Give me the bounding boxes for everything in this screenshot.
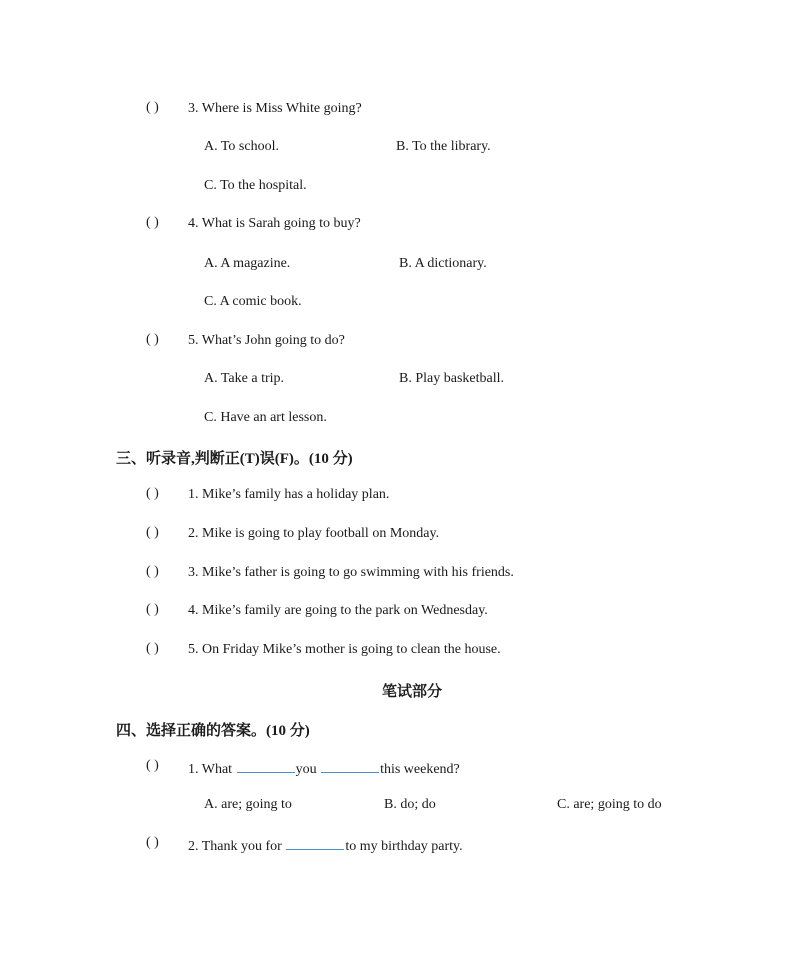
option-b: B. Play basketball. [399, 371, 504, 386]
answer-paren[interactable]: ( ) [146, 835, 159, 850]
question-stem: 4. What is Sarah going to buy? [188, 216, 361, 231]
option-a: A. To school. [204, 139, 279, 154]
fill-blank[interactable] [286, 835, 344, 850]
answer-paren[interactable]: ( ) [146, 641, 159, 656]
option-a: A. Take a trip. [204, 371, 285, 386]
answer-paren[interactable]: ( ) [146, 215, 159, 230]
answer-paren[interactable]: ( ) [146, 486, 159, 501]
option-a: A. A magazine. [204, 256, 291, 271]
answer-paren[interactable]: ( ) [146, 758, 159, 773]
option-c: C. A comic book. [204, 294, 302, 309]
part-title: 笔试部分 [382, 684, 443, 700]
stem-part: this weekend? [380, 762, 460, 777]
statement: 5. On Friday Mike’s mother is going to clean the house. [188, 642, 501, 657]
answer-paren[interactable]: ( ) [146, 332, 159, 347]
fill-blank[interactable] [321, 758, 379, 773]
answer-paren[interactable]: ( ) [146, 602, 159, 617]
option-c: C. Have an art lesson. [204, 410, 327, 425]
stem-part: to my birthday party. [345, 839, 463, 854]
question-stem: 3. Where is Miss White going? [188, 101, 362, 116]
question-stem [188, 835, 463, 856]
stem-part: you [295, 762, 317, 777]
option-b: B. do; do [384, 797, 436, 812]
option-b: B. A dictionary. [399, 256, 487, 271]
option-b: B. To the library. [396, 139, 491, 154]
statement: 2. Mike is going to play football on Monday. [188, 526, 440, 541]
option-c: C. To the hospital. [204, 178, 307, 193]
option-c: C. are; going to do [557, 797, 662, 812]
answer-paren[interactable]: ( ) [146, 564, 159, 579]
section-heading: 四、选择正确的答案。(10 分) [116, 723, 310, 739]
option-a: A. are; going to [204, 797, 292, 812]
question-stem: 5. What’s John going to do? [188, 333, 345, 348]
statement: 3. Mike’s father is going to go swimming with his friends. [188, 565, 514, 580]
statement: 4. Mike’s family are going to the park on Wednesday. [188, 603, 488, 618]
question-stem [188, 758, 460, 779]
stem-part: 2. Thank you for [188, 839, 282, 854]
section-heading: 三、听录音,判断正(T)误(F)。(10 分) [116, 451, 353, 467]
fill-blank[interactable] [237, 758, 295, 773]
answer-paren[interactable]: ( ) [146, 100, 159, 115]
statement: 1. Mike’s family has a holiday plan. [188, 487, 390, 502]
answer-paren[interactable]: ( ) [146, 525, 159, 540]
stem-part: 1. What [188, 762, 233, 777]
